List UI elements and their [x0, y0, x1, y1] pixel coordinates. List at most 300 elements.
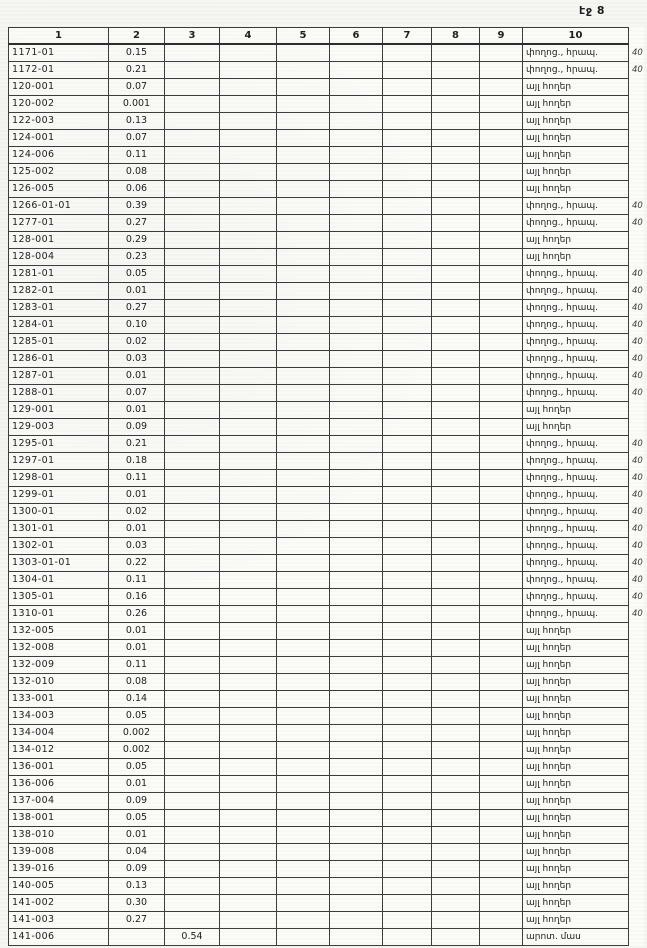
margin-annotation: [629, 742, 644, 759]
column-header: 2: [109, 28, 165, 45]
cell-col3: [165, 334, 220, 351]
cell-col7: [383, 130, 432, 147]
cell-area-value: 0.01: [109, 368, 165, 385]
cell-area-value: 0.05: [109, 708, 165, 725]
cell-col9: [480, 844, 523, 861]
cell-col3: [165, 657, 220, 674]
cell-col5: [277, 827, 330, 844]
cell-col4: [220, 368, 277, 385]
cell-col8: [432, 402, 480, 419]
margin-annotation: [629, 640, 644, 657]
cell-col9: [480, 776, 523, 793]
cell-col9: [480, 708, 523, 725]
cell-area-value: 0.30: [109, 895, 165, 912]
margin-annotation: 40: [632, 456, 643, 466]
margin-annotation: [629, 844, 644, 861]
column-header: 4: [220, 28, 277, 45]
cell-col8: [432, 589, 480, 606]
table-row: [9, 555, 644, 572]
cell-col7: [383, 861, 432, 878]
cell-col7: [383, 606, 432, 623]
cell-area-value: 0.11: [109, 470, 165, 487]
table-row: [9, 368, 644, 385]
cell-area-value: 0.001: [109, 96, 165, 113]
cell-col4: [220, 759, 277, 776]
cell-col4: [220, 266, 277, 283]
cell-land-type: այլ հողեր: [523, 130, 629, 147]
cell-col5: [277, 44, 330, 62]
cell-parcel-code: 1282-01: [9, 283, 109, 300]
cell-col8: [432, 912, 480, 929]
cell-col5: [277, 657, 330, 674]
cell-col6: [330, 555, 383, 572]
cell-area-value: 0.07: [109, 130, 165, 147]
cell-land-type: փողոց., հրապ.: [523, 215, 629, 232]
margin-annotation: [629, 725, 644, 742]
cell-col5: [277, 147, 330, 164]
cell-col5: [277, 334, 330, 351]
cell-col5: [277, 810, 330, 827]
cell-col8: [432, 725, 480, 742]
cell-col7: [383, 44, 432, 62]
cell-col4: [220, 283, 277, 300]
cell-land-type: այլ հողեր: [523, 674, 629, 691]
cell-col3: [165, 164, 220, 181]
cell-land-type: այլ հողեր: [523, 164, 629, 181]
cell-col4: [220, 776, 277, 793]
table-row: [9, 232, 644, 249]
table-row: [9, 62, 644, 79]
cell-parcel-code: 1285-01: [9, 334, 109, 351]
cell-col6: [330, 844, 383, 861]
cell-area-value: 0.06: [109, 181, 165, 198]
cell-col7: [383, 572, 432, 589]
cell-col5: [277, 249, 330, 266]
cell-col4: [220, 232, 277, 249]
margin-annotation: [629, 674, 644, 691]
cell-col6: [330, 113, 383, 130]
cell-col9: [480, 181, 523, 198]
cell-area-value: 0.02: [109, 334, 165, 351]
cell-area-value: 0.05: [109, 266, 165, 283]
cell-land-type: այլ հողեր: [523, 640, 629, 657]
margin-annotation: [629, 861, 644, 878]
table-row: [9, 164, 644, 181]
margin-annotation: [629, 691, 644, 708]
cell-col3: [165, 79, 220, 96]
cell-parcel-code: 1283-01: [9, 300, 109, 317]
cell-area-value: 0.29: [109, 232, 165, 249]
cell-col6: [330, 385, 383, 402]
column-header: 6: [330, 28, 383, 45]
cell-parcel-code: 1304-01: [9, 572, 109, 589]
cell-col9: [480, 368, 523, 385]
table-row: [9, 96, 644, 113]
cell-col6: [330, 470, 383, 487]
cell-parcel-code: 1266-01-01: [9, 198, 109, 215]
cell-col3: [165, 776, 220, 793]
cell-col3: [165, 44, 220, 62]
cell-col8: [432, 44, 480, 62]
cell-land-type: այլ հողեր: [523, 895, 629, 912]
cell-col3: [165, 759, 220, 776]
cell-col9: [480, 334, 523, 351]
cell-col5: [277, 79, 330, 96]
cell-col9: [480, 640, 523, 657]
cell-area-value: 0.11: [109, 147, 165, 164]
cell-col9: [480, 589, 523, 606]
cell-col8: [432, 640, 480, 657]
cell-col7: [383, 453, 432, 470]
cell-col8: [432, 317, 480, 334]
margin-annotation: [629, 181, 644, 198]
cell-area-value: 0.23: [109, 249, 165, 266]
cell-col7: [383, 334, 432, 351]
cell-col9: [480, 538, 523, 555]
cell-col7: [383, 317, 432, 334]
cell-col7: [383, 487, 432, 504]
cell-col4: [220, 130, 277, 147]
cell-col5: [277, 878, 330, 895]
cell-col6: [330, 334, 383, 351]
cell-col6: [330, 589, 383, 606]
cell-col6: [330, 215, 383, 232]
table-row: [9, 283, 644, 300]
cell-col6: [330, 572, 383, 589]
table-row: [9, 589, 644, 606]
cell-col7: [383, 929, 432, 946]
cell-col8: [432, 113, 480, 130]
cell-land-type: այլ հողեր: [523, 742, 629, 759]
table-row: [9, 402, 644, 419]
cell-area-value: 0.04: [109, 844, 165, 861]
cell-col8: [432, 232, 480, 249]
cell-col8: [432, 674, 480, 691]
margin-annotation: 40: [632, 609, 643, 619]
margin-annotation: 40: [632, 524, 643, 534]
cell-col5: [277, 96, 330, 113]
table-row: [9, 878, 644, 895]
cell-col4: [220, 351, 277, 368]
cell-col8: [432, 453, 480, 470]
cell-col9: [480, 96, 523, 113]
cell-area-value: 0.11: [109, 572, 165, 589]
cell-col9: [480, 232, 523, 249]
cell-col8: [432, 334, 480, 351]
cell-area-value: 0.05: [109, 810, 165, 827]
cell-col7: [383, 725, 432, 742]
cell-area-value: 0.01: [109, 487, 165, 504]
cell-col7: [383, 402, 432, 419]
cell-parcel-code: 134-012: [9, 742, 109, 759]
cell-col3: [165, 674, 220, 691]
cell-col7: [383, 589, 432, 606]
cell-col8: [432, 181, 480, 198]
cell-area-value: 0.01: [109, 827, 165, 844]
cell-col6: [330, 725, 383, 742]
cell-col6: [330, 538, 383, 555]
cell-col3: [165, 470, 220, 487]
cell-col4: [220, 181, 277, 198]
cell-col5: [277, 385, 330, 402]
cell-col8: [432, 164, 480, 181]
cell-col3: [165, 538, 220, 555]
cell-col5: [277, 164, 330, 181]
cell-col4: [220, 708, 277, 725]
cell-col3: [165, 147, 220, 164]
cell-col5: [277, 776, 330, 793]
cell-parcel-code: 120-001: [9, 79, 109, 96]
cell-col3: [165, 521, 220, 538]
cell-col9: [480, 912, 523, 929]
column-header: 7: [383, 28, 432, 45]
cell-col8: [432, 844, 480, 861]
cell-col7: [383, 113, 432, 130]
cell-col6: [330, 810, 383, 827]
cell-land-type: այլ հողեր: [523, 844, 629, 861]
cell-col9: [480, 62, 523, 79]
cell-col6: [330, 402, 383, 419]
cell-col5: [277, 929, 330, 946]
cell-parcel-code: 1303-01-01: [9, 555, 109, 572]
cell-col8: [432, 130, 480, 147]
margin-annotation: [629, 657, 644, 674]
cell-col6: [330, 606, 383, 623]
cell-col4: [220, 402, 277, 419]
table-row: [9, 657, 644, 674]
cell-col4: [220, 164, 277, 181]
cell-col8: [432, 759, 480, 776]
cell-col3: [165, 827, 220, 844]
cell-parcel-code: 1284-01: [9, 317, 109, 334]
cell-col4: [220, 555, 277, 572]
table-row: [9, 334, 644, 351]
cell-col7: [383, 538, 432, 555]
cell-parcel-code: 1172-01: [9, 62, 109, 79]
margin-annotation: [629, 895, 644, 912]
cell-col7: [383, 470, 432, 487]
cell-col5: [277, 198, 330, 215]
cell-land-type: այլ հողեր: [523, 708, 629, 725]
cell-area-value: [109, 929, 165, 946]
table-row: [9, 572, 644, 589]
margin-annotation: [629, 776, 644, 793]
cell-col6: [330, 793, 383, 810]
cell-col6: [330, 266, 383, 283]
table-row: [9, 436, 644, 453]
cell-col4: [220, 606, 277, 623]
cell-col3: [165, 572, 220, 589]
cell-col6: [330, 300, 383, 317]
cell-col4: [220, 436, 277, 453]
cell-area-value: 0.11: [109, 657, 165, 674]
cell-col5: [277, 436, 330, 453]
cell-col6: [330, 147, 383, 164]
cell-area-value: 0.18: [109, 453, 165, 470]
cell-col4: [220, 62, 277, 79]
cell-area-value: 0.10: [109, 317, 165, 334]
column-header: 1: [9, 28, 109, 45]
table-row: [9, 351, 644, 368]
cell-area-value: 0.14: [109, 691, 165, 708]
cell-col8: [432, 368, 480, 385]
cell-col9: [480, 487, 523, 504]
cell-col5: [277, 589, 330, 606]
table-row: [9, 691, 644, 708]
margin-annotation: [629, 929, 644, 946]
cell-col3: [165, 402, 220, 419]
cell-col3: [165, 606, 220, 623]
cell-col6: [330, 742, 383, 759]
cell-col9: [480, 453, 523, 470]
cell-col8: [432, 657, 480, 674]
cell-col6: [330, 504, 383, 521]
cell-parcel-code: 124-001: [9, 130, 109, 147]
table-row: [9, 44, 644, 62]
cell-col9: [480, 759, 523, 776]
cell-col5: [277, 572, 330, 589]
cell-col9: [480, 300, 523, 317]
cell-area-value: 0.08: [109, 674, 165, 691]
cell-col6: [330, 929, 383, 946]
cell-col5: [277, 402, 330, 419]
cell-col7: [383, 742, 432, 759]
cell-parcel-code: 1305-01: [9, 589, 109, 606]
cell-col9: [480, 742, 523, 759]
cell-area-value: 0.39: [109, 198, 165, 215]
cell-col3: [165, 487, 220, 504]
cell-col5: [277, 912, 330, 929]
cell-area-value: 0.01: [109, 623, 165, 640]
cell-col8: [432, 878, 480, 895]
cell-col8: [432, 691, 480, 708]
margin-annotation: 40: [632, 201, 643, 211]
cell-col3: [165, 181, 220, 198]
cell-col6: [330, 640, 383, 657]
cell-parcel-code: 140-005: [9, 878, 109, 895]
cell-land-type: այլ հողեր: [523, 147, 629, 164]
cell-col3: [165, 793, 220, 810]
cell-parcel-code: 137-004: [9, 793, 109, 810]
margin-annotation: 40: [632, 320, 643, 330]
cell-col5: [277, 113, 330, 130]
cell-col4: [220, 147, 277, 164]
table-row: [9, 929, 644, 946]
cell-parcel-code: 134-003: [9, 708, 109, 725]
cell-col7: [383, 351, 432, 368]
cell-land-type: փողոց., հրապ.: [523, 453, 629, 470]
cell-area-value: 0.03: [109, 351, 165, 368]
cell-col9: [480, 861, 523, 878]
cell-land-type: այլ հողեր: [523, 691, 629, 708]
cell-col8: [432, 249, 480, 266]
cell-col9: [480, 810, 523, 827]
cell-land-type: փողոց., հրապ.: [523, 504, 629, 521]
cell-col7: [383, 419, 432, 436]
cell-col4: [220, 878, 277, 895]
cell-col4: [220, 725, 277, 742]
cell-col8: [432, 62, 480, 79]
cell-col7: [383, 385, 432, 402]
cell-area-value: 0.07: [109, 79, 165, 96]
cell-col6: [330, 521, 383, 538]
cell-col9: [480, 164, 523, 181]
cell-col3: [165, 691, 220, 708]
cell-col8: [432, 555, 480, 572]
cell-area-value: 0.002: [109, 725, 165, 742]
cell-col5: [277, 742, 330, 759]
cell-parcel-code: 141-003: [9, 912, 109, 929]
cell-col7: [383, 147, 432, 164]
cell-col7: [383, 504, 432, 521]
cell-area-value: 0.01: [109, 402, 165, 419]
column-header: 9: [480, 28, 523, 45]
margin-annotation: [629, 249, 644, 266]
column-header: 8: [432, 28, 480, 45]
cell-col9: [480, 113, 523, 130]
cell-parcel-code: 132-008: [9, 640, 109, 657]
cell-col4: [220, 827, 277, 844]
cell-col3: [165, 385, 220, 402]
cell-land-type: փողոց., հրապ.: [523, 436, 629, 453]
cell-col7: [383, 691, 432, 708]
cell-col6: [330, 164, 383, 181]
cell-col5: [277, 759, 330, 776]
table-row: [9, 521, 644, 538]
cell-col8: [432, 538, 480, 555]
cell-parcel-code: 132-009: [9, 657, 109, 674]
cell-col6: [330, 895, 383, 912]
cell-col8: [432, 521, 480, 538]
table-row: [9, 810, 644, 827]
margin-annotation: [629, 708, 644, 725]
cell-parcel-code: 139-008: [9, 844, 109, 861]
table-row: [9, 249, 644, 266]
table-header-row: [9, 28, 644, 45]
margin-annotation: [629, 623, 644, 640]
cell-parcel-code: 1310-01: [9, 606, 109, 623]
cell-col5: [277, 317, 330, 334]
cell-col3: [165, 96, 220, 113]
cell-col9: [480, 317, 523, 334]
cell-parcel-code: 141-006: [9, 929, 109, 946]
cell-col6: [330, 419, 383, 436]
table-row: [9, 759, 644, 776]
table-row: [9, 504, 644, 521]
cell-land-type: այլ հողեր: [523, 79, 629, 96]
cell-col9: [480, 44, 523, 62]
cell-col5: [277, 606, 330, 623]
margin-annotation: [629, 232, 644, 249]
cell-col9: [480, 351, 523, 368]
table-row: [9, 453, 644, 470]
cell-col6: [330, 623, 383, 640]
cell-col3: [165, 861, 220, 878]
table-row: [9, 725, 644, 742]
cell-col7: [383, 793, 432, 810]
cell-col8: [432, 742, 480, 759]
cell-col9: [480, 725, 523, 742]
cell-col9: [480, 283, 523, 300]
cell-col8: [432, 79, 480, 96]
table-row: [9, 776, 644, 793]
margin-annotation: 40: [632, 558, 643, 568]
cell-col4: [220, 742, 277, 759]
table-row: [9, 742, 644, 759]
cell-land-type: փողոց., հրապ.: [523, 283, 629, 300]
cell-col3: [165, 249, 220, 266]
cell-col8: [432, 810, 480, 827]
